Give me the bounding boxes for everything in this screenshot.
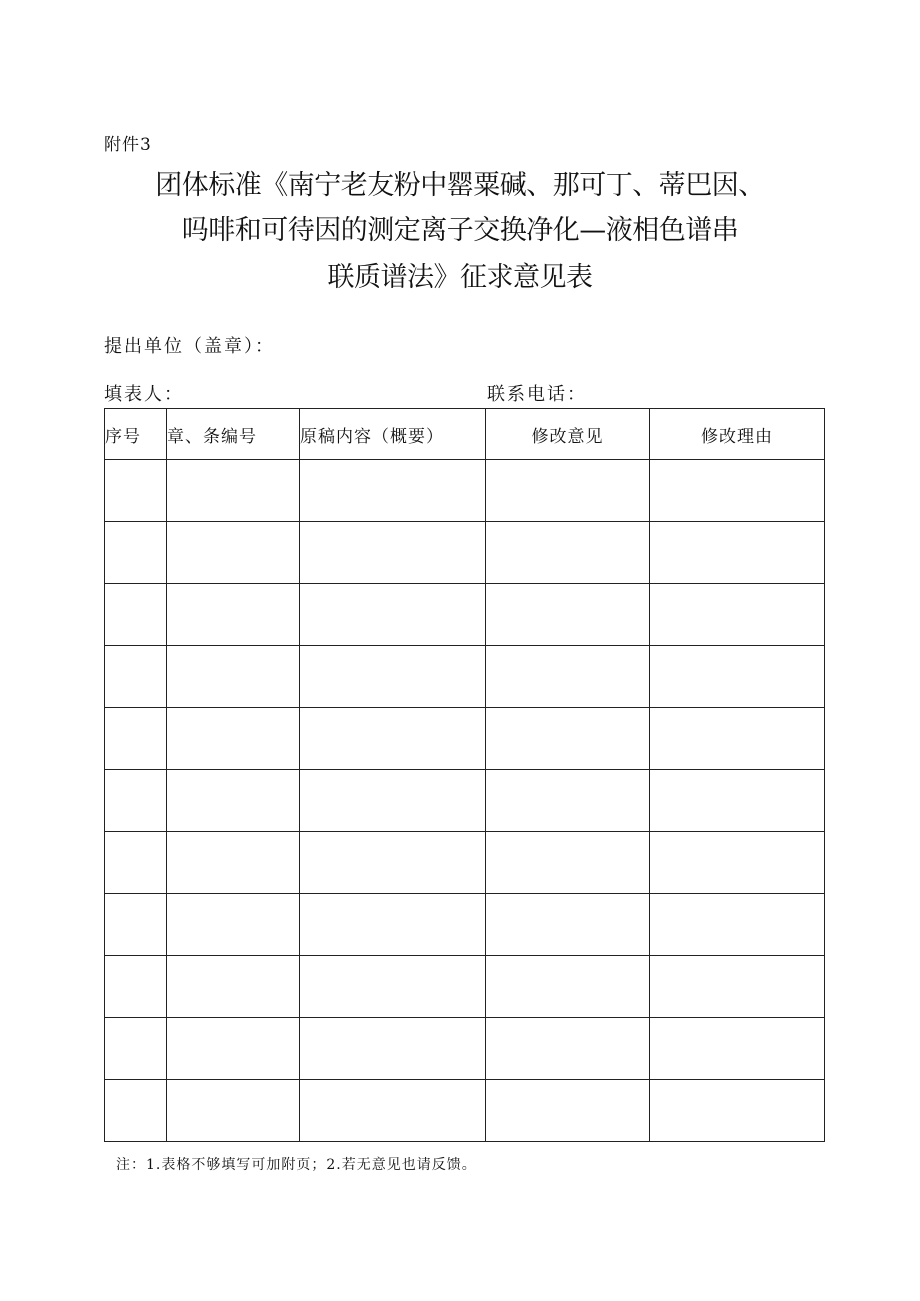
revision-opinion-cell[interactable] xyxy=(486,460,650,522)
clause-number-cell[interactable] xyxy=(167,646,300,708)
original-content-cell[interactable] xyxy=(300,1080,486,1142)
table-row xyxy=(105,894,825,956)
original-content-cell[interactable] xyxy=(300,770,486,832)
revision-opinion-cell[interactable] xyxy=(486,646,650,708)
contact-phone-label: 联系电话： xyxy=(487,384,587,405)
table-row xyxy=(105,832,825,894)
serial-number-cell[interactable] xyxy=(105,770,167,832)
original-content-cell[interactable] xyxy=(300,460,486,522)
original-content-cell[interactable] xyxy=(300,646,486,708)
revision-opinion-cell[interactable] xyxy=(486,522,650,584)
serial-number-cell[interactable] xyxy=(105,1018,167,1080)
table-row xyxy=(105,708,825,770)
table-row xyxy=(105,460,825,522)
revision-opinion-cell[interactable] xyxy=(486,894,650,956)
header-revision-reason: 修改理由 xyxy=(650,409,825,460)
revision-reason-cell[interactable] xyxy=(650,1018,825,1080)
revision-reason-cell[interactable] xyxy=(650,832,825,894)
serial-number-cell[interactable] xyxy=(105,1080,167,1142)
clause-number-cell[interactable] xyxy=(167,770,300,832)
header-clause-number: 章、条编号 xyxy=(167,409,300,460)
revision-opinion-cell[interactable] xyxy=(486,770,650,832)
table-row xyxy=(105,1018,825,1080)
footnote: 注：1.表格不够填写可加附页；2.若无意见也请反馈。 xyxy=(116,1157,477,1173)
revision-reason-cell[interactable] xyxy=(650,584,825,646)
clause-number-cell[interactable] xyxy=(167,460,300,522)
revision-reason-cell[interactable] xyxy=(650,646,825,708)
clause-number-cell[interactable] xyxy=(167,894,300,956)
table-body xyxy=(105,460,825,1142)
header-original-content: 原稿内容（概要） xyxy=(300,409,486,460)
revision-opinion-cell[interactable] xyxy=(486,1018,650,1080)
table-row xyxy=(105,1080,825,1142)
revision-opinion-cell[interactable] xyxy=(486,832,650,894)
header-revision-opinion: 修改意见 xyxy=(486,409,650,460)
clause-number-cell[interactable] xyxy=(167,832,300,894)
opinion-table xyxy=(104,408,825,1142)
revision-reason-cell[interactable] xyxy=(650,770,825,832)
clause-number-cell[interactable] xyxy=(167,584,300,646)
table-row xyxy=(105,956,825,1018)
clause-number-cell[interactable] xyxy=(167,1018,300,1080)
attachment-label: 附件3 xyxy=(104,135,152,155)
revision-opinion-cell[interactable] xyxy=(486,708,650,770)
submitting-unit-label: 提出单位（盖章）： xyxy=(104,336,275,357)
serial-number-cell[interactable] xyxy=(105,832,167,894)
original-content-cell[interactable] xyxy=(300,584,486,646)
document-title-line-1: 团体标准《南宁老友粉中罂粟碱、那可丁、蒂巴因、 xyxy=(155,170,765,201)
original-content-cell[interactable] xyxy=(300,522,486,584)
table-header-row xyxy=(105,409,825,460)
document-title-line-2: 吗啡和可待因的测定离子交换净化—液相色谱串 xyxy=(181,215,739,246)
table-row xyxy=(105,584,825,646)
table-row xyxy=(105,646,825,708)
original-content-cell[interactable] xyxy=(300,894,486,956)
revision-reason-cell[interactable] xyxy=(650,522,825,584)
revision-reason-cell[interactable] xyxy=(650,1080,825,1142)
form-filler-label: 填表人： xyxy=(104,384,184,405)
clause-number-cell[interactable] xyxy=(167,708,300,770)
serial-number-cell[interactable] xyxy=(105,584,167,646)
revision-opinion-cell[interactable] xyxy=(486,584,650,646)
serial-number-cell[interactable] xyxy=(105,708,167,770)
clause-number-cell[interactable] xyxy=(167,956,300,1018)
document-title-line-3: 联质谱法》征求意见表 xyxy=(327,262,593,293)
clause-number-cell[interactable] xyxy=(167,522,300,584)
serial-number-cell[interactable] xyxy=(105,956,167,1018)
header-serial-number: 序号 xyxy=(105,409,167,460)
revision-opinion-cell[interactable] xyxy=(486,956,650,1018)
original-content-cell[interactable] xyxy=(300,1018,486,1080)
serial-number-cell[interactable] xyxy=(105,460,167,522)
revision-reason-cell[interactable] xyxy=(650,460,825,522)
revision-reason-cell[interactable] xyxy=(650,894,825,956)
original-content-cell[interactable] xyxy=(300,832,486,894)
table-row xyxy=(105,770,825,832)
table-row xyxy=(105,522,825,584)
revision-opinion-cell[interactable] xyxy=(486,1080,650,1142)
original-content-cell[interactable] xyxy=(300,956,486,1018)
serial-number-cell[interactable] xyxy=(105,646,167,708)
revision-reason-cell[interactable] xyxy=(650,956,825,1018)
serial-number-cell[interactable] xyxy=(105,522,167,584)
serial-number-cell[interactable] xyxy=(105,894,167,956)
original-content-cell[interactable] xyxy=(300,708,486,770)
clause-number-cell[interactable] xyxy=(167,1080,300,1142)
revision-reason-cell[interactable] xyxy=(650,708,825,770)
